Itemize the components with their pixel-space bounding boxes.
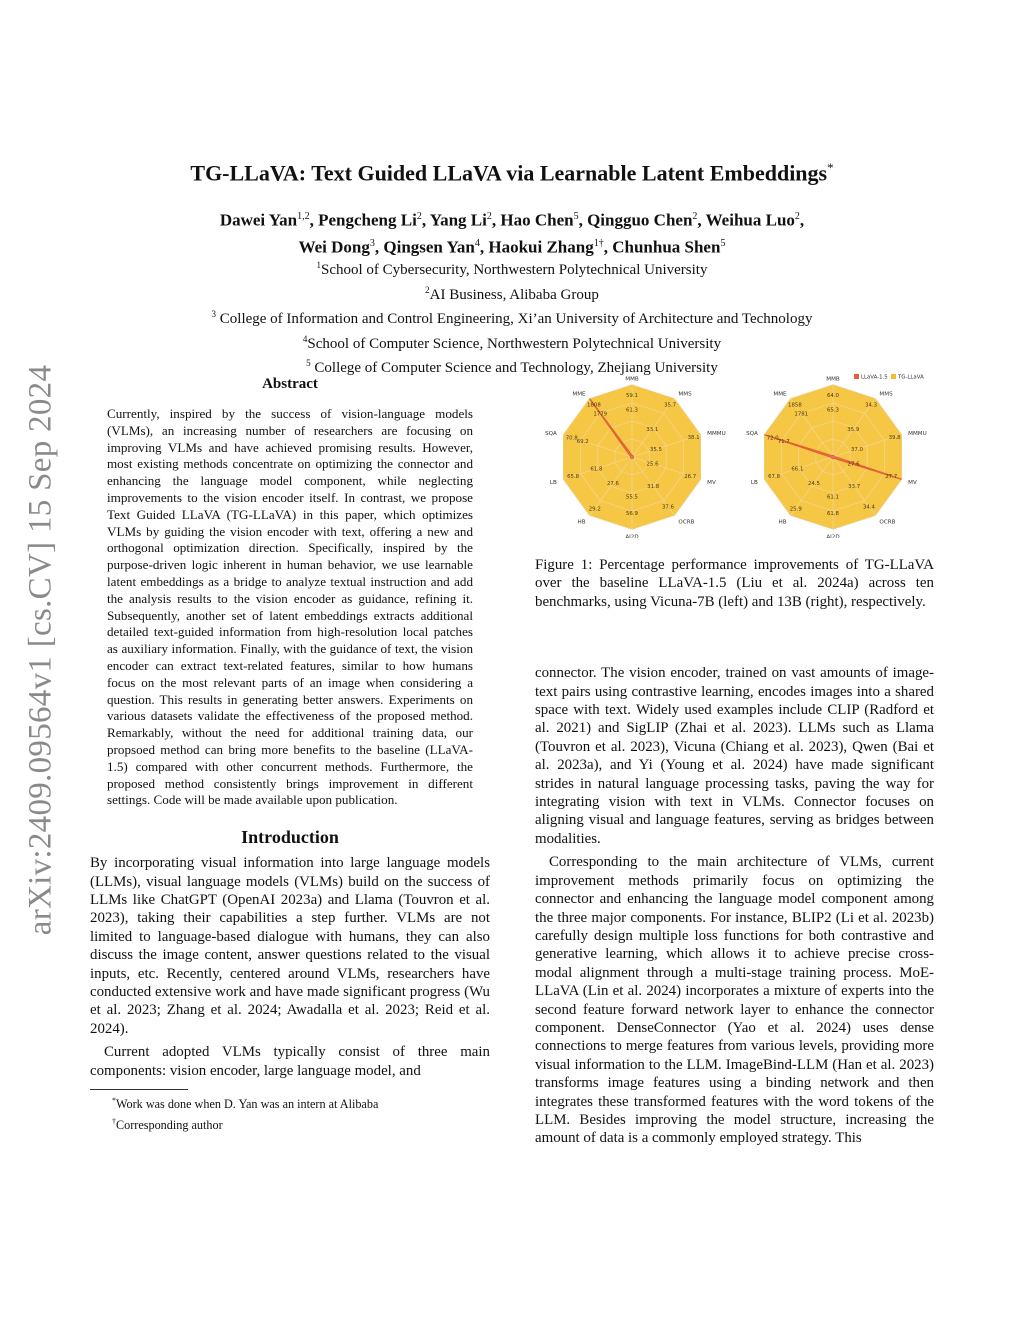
figure-caption: Figure 1: Percentage performance improvements of TG-LLaVA over the baseline LLaVA-1.5 (Liu et al. 2024a) across ten benchmarks, using Vicuna-7B (left) and 13B (right), respectively. bbox=[535, 557, 934, 610]
axis-label: MMMU bbox=[908, 431, 927, 438]
value-label: 35.5 bbox=[649, 447, 662, 454]
affiliation-item bbox=[100, 330, 924, 355]
footnote-item bbox=[112, 1113, 490, 1134]
paper-title bbox=[0, 160, 1024, 186]
value-label: 59.1 bbox=[625, 393, 639, 400]
arxiv-id-text: arXiv:2409.09564v1 [cs.CV] 15 Sep 2024 bbox=[22, 364, 59, 936]
value-label: 37.6 bbox=[661, 504, 674, 511]
value-label: 69.2 bbox=[576, 438, 589, 445]
axis-label: AI2D bbox=[625, 534, 639, 538]
left-column bbox=[90, 376, 490, 1134]
value-label: 61.8 bbox=[590, 466, 603, 473]
footnote-text: Corresponding author bbox=[116, 1118, 223, 1133]
footnote-divider bbox=[90, 1089, 188, 1090]
value-label: 24.5 bbox=[807, 481, 820, 488]
value-label: 35.9 bbox=[847, 427, 860, 434]
arxiv-side-stamp bbox=[14, 350, 68, 950]
affiliation-text: College of Computer Science and Technology, Zhejiang University bbox=[310, 360, 718, 376]
author-affiliation: 2 bbox=[486, 211, 492, 222]
author-name: Qingguo Chen bbox=[587, 210, 693, 230]
radar-chart-13b bbox=[736, 368, 934, 538]
value-label: 34.4 bbox=[862, 504, 875, 511]
affiliation-item bbox=[100, 256, 924, 281]
affiliation-text: School of Computer Science, Northwestern Polytechnical University bbox=[307, 335, 722, 352]
author-name: Qingsen Yan bbox=[383, 237, 475, 257]
author-name: Weihua Luo bbox=[705, 210, 795, 230]
author-affiliation: 1,2 bbox=[297, 211, 310, 222]
value-label: 66.1 bbox=[791, 466, 804, 473]
axis-label: MMS bbox=[879, 391, 893, 398]
axis-label: MME bbox=[572, 391, 586, 398]
affiliation-number: 5 bbox=[306, 358, 311, 368]
axis-label: LB bbox=[549, 479, 557, 486]
author-line-1: Dawei Yan$^{1,2}$, Pengcheng Li$^2$, Yang Li$^2$, Hao Chen$^5$, Qingguo Chen$^2$, Weihua Luo$^2$, bbox=[219, 210, 805, 230]
axis-label: MMB bbox=[625, 376, 639, 383]
author-name: Chunhua Shen bbox=[612, 237, 721, 257]
affiliation-text: School of Cybersecurity, Northwestern Polytechnical University bbox=[321, 262, 708, 278]
axis-label: MMMU bbox=[707, 431, 726, 438]
value-label: 65.8 bbox=[567, 474, 580, 481]
author-affiliation: 1† bbox=[593, 237, 604, 249]
value-label: 71.7 bbox=[777, 438, 790, 445]
value-label: 26.7 bbox=[684, 473, 697, 480]
affiliation-text: College of Information and Control Engineering, Xi’an University of Architecture and Technology bbox=[216, 311, 813, 327]
author-affiliation: 5 bbox=[573, 211, 579, 222]
axis-label: MMB bbox=[826, 376, 840, 383]
value-label: 72.0 bbox=[766, 435, 779, 442]
axis-label: MME bbox=[773, 391, 787, 398]
axis-label: LB bbox=[750, 479, 758, 486]
author-affiliation: 2 bbox=[692, 211, 698, 222]
value-label: 25.6 bbox=[646, 461, 659, 468]
footnote-text: Work was done when D. Yan was an intern at Alibaba bbox=[116, 1097, 379, 1112]
body-paragraph: Corresponding to the main architecture of VLMs, current improvement methods primarily focus on optimizing the connector and enhancing the language model component among the three major components. For instance, BLIP2 (Li et al. 2023b) carefully design multiple loss functions for both contrastive and generative learning, which allows it to achieve precise cross-modal alignment through a multi-stage training process. MoE-LLaVA (Lin et al. 2024) incorporates a mixture of experts into the second feature forward network layer to enhance the connector component. DenseConnector (Yao et al. 2024) uses dense connections to merge features from various levels, providing more visual information to the LLM. ImageBind-LLM (Han et al. 2023) transforms image features using a binding network and then integrates these transformed features with the word tokens of the LLM. Besides improving the model structure, increasing the amount of data is a commonly employed strategy. This bbox=[535, 854, 934, 1147]
affiliation-number: 2 bbox=[425, 284, 430, 295]
value-label: 39.8 bbox=[888, 434, 901, 441]
value-label: 55.5 bbox=[625, 494, 639, 501]
author-list bbox=[100, 205, 924, 258]
affiliation-number: 4 bbox=[302, 333, 308, 344]
value-label: 61.1 bbox=[826, 494, 840, 501]
value-label: 37.0 bbox=[850, 447, 863, 454]
author-affiliation: 3 bbox=[369, 237, 375, 249]
intro-paragraph: By incorporating visual information into large language models (LLMs), visual language models (VLMs) build on the success of LLMs like ChatGPT (OpenAI 2023a) and Llama (Touvron et al. 2023), taking their capabilities a step further. VLMs are not limited to language-based dialogue with humans, they can also discuss the image content, answer questions related to the visual inputs, etc. Recently, centered around VLMs, researchers have conducted extensive work and have made significant progress (Wu et al. 2023; Zhang et al. 2024; Awadalla et al. 2023; Reid et al. 2024). bbox=[90, 855, 490, 1037]
axis-label: SQA bbox=[545, 431, 557, 438]
value-label: 33.7 bbox=[848, 484, 861, 491]
affiliation-item bbox=[100, 305, 924, 330]
axis-label: MV bbox=[707, 479, 716, 486]
introduction-body bbox=[90, 854, 490, 1080]
value-label: 67.8 bbox=[768, 474, 781, 481]
author-name: Dawei Yan bbox=[219, 210, 298, 230]
value-label: 70.8 bbox=[565, 435, 578, 442]
title-footnote-mark: * bbox=[827, 160, 834, 175]
author-affiliation: 5 bbox=[720, 237, 726, 249]
axis-label: HB bbox=[778, 519, 787, 526]
value-label: 35.7 bbox=[664, 402, 677, 409]
axis-label: MMS bbox=[678, 391, 692, 398]
axis-label: OCRB bbox=[879, 519, 896, 526]
right-column-body bbox=[535, 664, 934, 1148]
value-label: 27.6 bbox=[606, 481, 619, 488]
axis-label: MV bbox=[908, 479, 917, 486]
value-label: 1779 bbox=[593, 411, 608, 418]
author-name: Wei Dong bbox=[298, 237, 370, 257]
axis-label: OCRB bbox=[678, 519, 695, 526]
value-label: 38.1 bbox=[687, 434, 700, 441]
axis-label: AI2D bbox=[826, 534, 840, 538]
value-label: 61.3 bbox=[625, 407, 639, 414]
value-label: 27.6 bbox=[847, 461, 860, 468]
legend-swatch-tg bbox=[891, 374, 896, 379]
figure-1 bbox=[535, 368, 934, 538]
affiliation-number: 3 bbox=[211, 309, 217, 319]
intro-paragraph: Current adopted VLMs typically consist of three main components: vision encoder, large language model, and bbox=[90, 1044, 490, 1079]
abstract-text: Currently, inspired by the success of vision-language models (VLMs), an increasing number of researchers are focusing on improving VLMs and have achieved promising results. However, most existing methods concentrate on optimizing the connector and enhancing the language model component, while neglecting improvements to the vision encoder itself. In contrast, we propose Text Guided LLaVA (TG-LLaVA) in this paper, which optimizes VLMs by guiding the vision encoder with text, offering a new and orthogonal optimization direction. Specifically, inspired by the purpose-driven logic inherent in human behavior, we use learnable latent embeddings as a bridge to analyze textual instruction and add the analysis results to the vision encoder as guidance, refining it. Subsequently, another set of latent embeddings extracts additional detailed text-guided information from high-resolution local patches as auxiliary information. Finally, with the guidance of text, the vision encoder can extract text-related features, similar to how humans focus on the most relevant parts of an image when considering a question. This results in generating better answers. Experiments on various datasets validate the effectiveness of the proposed method. Remarkably, without the need for additional training data, our propsoed method can bring more benefits to the baseline (LLaVA-1.5) compared with other concurrent methods. Furthermore, the proposed method consistently brings improvement in different settings. Code will be made available upon publication. bbox=[107, 406, 473, 808]
author-name: Pengcheng Li bbox=[318, 210, 417, 230]
introduction-heading: Introduction bbox=[241, 827, 339, 848]
axis-label: SQA bbox=[746, 431, 758, 438]
value-label: 27.7 bbox=[885, 473, 898, 480]
value-label: 31.8 bbox=[647, 484, 660, 491]
author-name: Haokui Zhang bbox=[488, 237, 594, 257]
value-label: 61.8 bbox=[826, 511, 840, 518]
value-label: 1808 bbox=[587, 402, 601, 409]
footnote-item bbox=[112, 1092, 490, 1113]
body-paragraph: connector. The vision encoder, trained on vast amounts of image-text pairs using contrastive learning, encodes images into a shared space with text. Widely used examples include CLIP (Radford et al. 2021) and SigLIP (Zhai et al. 2023). LLMs such as Llama (Touvron et al. 2023), Vicuna (Chiang et al. 2023), Qwen (Bai et al. 2023a), and Yi (Young et al. 2024) have made significant strides in natural language processing tasks, paving the way for integrating vision with text in VLMs. Connector focuses on aligning visual and language features, serving as bridges between modalities. bbox=[535, 665, 934, 847]
paper-title-text: TG-LLaVA: Text Guided LLaVA via Learnable Latent Embeddings bbox=[190, 160, 828, 186]
legend-label: LLaVA-1.5 bbox=[861, 374, 888, 381]
affiliation-item bbox=[100, 281, 924, 306]
value-label: 65.3 bbox=[826, 407, 840, 414]
affiliation-text: AI Business, Alibaba Group bbox=[429, 286, 599, 303]
author-name: Hao Chen bbox=[500, 210, 574, 230]
value-label: 56.9 bbox=[625, 511, 639, 518]
legend-swatch-baseline bbox=[854, 374, 859, 379]
affiliation-list bbox=[100, 256, 924, 379]
radar-chart-7b bbox=[535, 368, 733, 538]
author-line-2: Wei Dong$^3$, Qingsen Yan$^4$, Haokui Zhang$^{1\dagger}$, Chunhua Shen$^5$ bbox=[298, 237, 726, 257]
legend-label: TG-LLaVA bbox=[898, 374, 924, 381]
affiliation-number: 1 bbox=[316, 260, 322, 270]
author-affiliation: 4 bbox=[474, 237, 480, 249]
value-label: 64.0 bbox=[826, 393, 840, 400]
footnote-mark: * bbox=[112, 1096, 116, 1105]
value-label: 34.3 bbox=[865, 402, 878, 409]
right-column bbox=[535, 368, 934, 1148]
abstract-heading: Abstract bbox=[262, 376, 318, 392]
author-affiliation: 2 bbox=[794, 211, 800, 222]
author-name: Yang Li bbox=[429, 210, 487, 230]
value-label: 33.1 bbox=[646, 427, 659, 434]
footnotes bbox=[90, 1092, 490, 1134]
axis-label: HB bbox=[577, 519, 586, 526]
footnote-mark: † bbox=[112, 1117, 116, 1127]
author-affiliation: 2 bbox=[416, 211, 422, 222]
value-label: 29.2 bbox=[588, 506, 601, 513]
value-label: 1858 bbox=[788, 402, 802, 409]
value-label: 1781 bbox=[794, 411, 809, 418]
value-label: 25.9 bbox=[789, 506, 802, 513]
